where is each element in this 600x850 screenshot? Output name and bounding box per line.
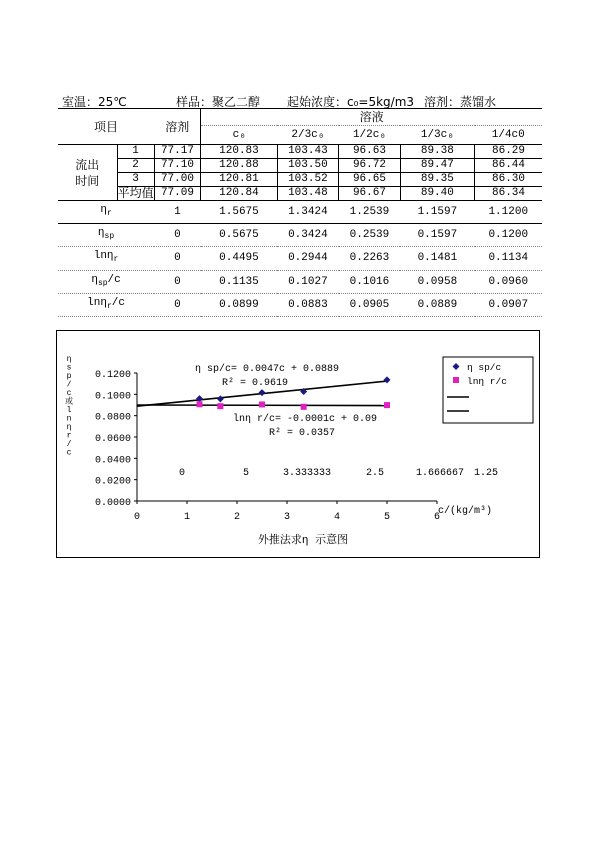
sample-label: 样品：聚乙二醇 — [176, 95, 261, 109]
derived-value: 0.0889 — [400, 293, 474, 316]
derived-value: 0.2539 — [339, 224, 401, 247]
derived-solvent: 1 — [154, 201, 201, 224]
derived-value: 0.3424 — [277, 224, 339, 247]
run-value: 96.67 — [339, 187, 401, 201]
header-row-1 — [58, 109, 542, 126]
derived-label — [58, 201, 154, 224]
derived-row-eta-sp — [58, 224, 542, 247]
derived-value: 0.2944 — [277, 247, 339, 270]
derived-value: 0.1481 — [400, 247, 474, 270]
derived-label-post: /c — [111, 296, 125, 309]
run-value: 89.35 — [400, 173, 474, 187]
derived-value: 1.2539 — [339, 201, 401, 224]
derived-solvent: 0 — [154, 293, 201, 316]
y-axis-title-char: / — [66, 440, 72, 449]
derived-value: 0.1597 — [400, 224, 474, 247]
data-point-ln-eta-r-c — [384, 402, 390, 408]
derived-label-sub: r — [106, 301, 112, 311]
y-tick-label: 0.1000 — [94, 391, 131, 403]
derived-value: 0.1016 — [339, 270, 401, 293]
derived-label — [58, 247, 154, 270]
x-tick-label: 3 — [283, 512, 291, 523]
run-row-2 — [58, 159, 542, 173]
derived-value: 0.0907 — [475, 293, 542, 316]
run-value: 86.30 — [475, 173, 542, 187]
chart-title: 外推法求η 示意图 — [257, 535, 349, 547]
y-axis-title-char: η — [66, 355, 72, 364]
derived-label-main: lnη — [93, 250, 114, 263]
equation-eta-sp-c: η sp/c= 0.0047c + 0.0889 — [195, 364, 340, 375]
solvent-header: 溶剂 — [154, 109, 201, 145]
derived-value: 0.5675 — [201, 224, 277, 247]
derived-value: 1.1597 — [400, 201, 474, 224]
initial-conc-label: 起始浓度：c₀=5kg/m3 — [287, 95, 415, 109]
x-axis-title: c/(kg/m³) — [437, 506, 493, 517]
derived-value: 0.2263 — [339, 247, 401, 270]
inline-data-label: 2.5 — [365, 468, 385, 479]
run-value: 96.65 — [339, 173, 401, 187]
inline-data-label: 3.333333 — [282, 468, 332, 479]
run-value: 89.38 — [400, 145, 474, 159]
run-value: 103.52 — [277, 173, 339, 187]
run-value: 96.63 — [339, 145, 401, 159]
conc-header-0: c₀ — [201, 126, 277, 145]
run-value: 103.43 — [277, 145, 339, 159]
conc-header-4: 1/4c0 — [475, 126, 542, 145]
y-axis-title-char: c — [66, 389, 72, 398]
legend-label-eta-sp-c: η sp/c — [467, 362, 502, 373]
inline-data-label: 0 — [178, 468, 186, 479]
run-label: 3 — [117, 173, 154, 187]
run-label: 2 — [117, 159, 154, 173]
y-tick-label: 0.0000 — [94, 498, 131, 509]
r2-ln-eta-r-c: R² = 0.0357 — [269, 428, 336, 439]
derived-label-sub: r — [113, 255, 119, 265]
derived-row-ln-eta-r-c — [58, 293, 542, 316]
inline-data-label: 1.25 — [473, 468, 499, 479]
derived-label-sub: sp — [97, 278, 108, 288]
y-axis-title-char: c — [66, 448, 72, 458]
run-value: 120.83 — [201, 145, 277, 159]
derived-value: 0.0883 — [277, 293, 339, 316]
y-tick-label: 0.0400 — [94, 455, 131, 467]
y-axis-title-char: η — [66, 423, 72, 432]
data-point-ln-eta-r-c — [301, 404, 307, 410]
derived-row-eta-sp-c — [58, 270, 542, 293]
derived-solvent: 0 — [154, 247, 201, 270]
data-point-eta-sp-c — [259, 389, 266, 396]
conc-header-1: 2/3c₀ — [277, 126, 339, 145]
derived-label-main: η — [97, 227, 105, 240]
run-value: 86.29 — [475, 145, 542, 159]
data-point-eta-sp-c — [196, 395, 203, 402]
run-value: 96.72 — [339, 159, 401, 173]
derived-label-post: /c — [107, 273, 121, 286]
x-tick-label: 5 — [383, 512, 391, 523]
derived-value: 0.0958 — [400, 270, 474, 293]
y-axis-title-char: r — [66, 431, 72, 441]
run-solvent: 77.17 — [154, 145, 201, 159]
data-point-ln-eta-r-c — [197, 401, 203, 407]
y-tick-label: 0.0600 — [94, 434, 131, 445]
data-point-eta-sp-c — [384, 376, 391, 383]
run-value: 86.34 — [475, 187, 542, 201]
run-value: 103.48 — [277, 187, 339, 201]
legend-label-ln-eta-r-c: lnη r/c — [467, 376, 507, 387]
derived-value: 0.0899 — [201, 293, 277, 316]
derived-label-sub: r — [106, 209, 112, 219]
run-row-1 — [58, 145, 542, 159]
extrapolation-chart — [56, 330, 540, 558]
y-axis-title-char: n — [66, 414, 72, 424]
y-axis-title-char: p — [66, 372, 72, 381]
derived-value: 0.4495 — [201, 247, 277, 270]
derived-label-main: lnη — [87, 296, 107, 309]
inline-data-label: 5 — [242, 468, 250, 479]
inline-data-label: 1.666667 — [415, 468, 465, 479]
derived-value: 0.0905 — [339, 293, 401, 316]
x-tick-label: 1 — [183, 512, 191, 523]
conc-header-3: 1/3c₀ — [400, 126, 474, 145]
data-point-eta-sp-c — [217, 395, 224, 402]
equation-ln-eta-r-c: lnη r/c= -0.0001c + 0.09 — [233, 414, 378, 425]
run-value: 86.44 — [475, 159, 542, 173]
room-temp-label: 室温：25℃ — [62, 95, 127, 109]
viscosity-table — [58, 108, 542, 317]
derived-value: 1.3424 — [277, 201, 339, 224]
run-row-3 — [58, 173, 542, 187]
legend-marker-ln-eta-r-c — [453, 377, 459, 383]
y-axis-title-char: / — [66, 380, 72, 390]
derived-label — [58, 224, 154, 247]
y-axis-title-char: s — [66, 363, 72, 373]
derived-value: 0.1134 — [475, 247, 542, 270]
derived-row-eta-r — [58, 201, 542, 224]
run-value: 89.47 — [400, 159, 474, 173]
run-value: 103.50 — [277, 159, 339, 173]
derived-solvent: 0 — [154, 224, 201, 247]
run-value: 120.81 — [201, 173, 277, 187]
data-point-ln-eta-r-c — [217, 403, 223, 409]
run-value: 120.84 — [201, 187, 277, 201]
solvent-label: 溶剂：蒸馏水 — [424, 95, 497, 109]
derived-label-main: η — [100, 204, 107, 216]
derived-label — [58, 293, 154, 316]
derived-value: 0.0960 — [475, 270, 542, 293]
derived-label-sub: sp — [104, 232, 115, 242]
y-tick-label: 0.0800 — [94, 412, 131, 424]
item-header: 项目 — [58, 109, 154, 145]
derived-value: 0.1135 — [201, 270, 277, 293]
conc-header-2: 1/2c₀ — [339, 126, 401, 145]
run-solvent: 77.09 — [154, 187, 201, 201]
run-label: 1 — [117, 145, 154, 159]
derived-solvent: 0 — [154, 270, 201, 293]
x-tick-label: 0 — [133, 512, 141, 523]
derived-value: 1.5675 — [201, 201, 277, 224]
x-tick-label: 6 — [433, 512, 441, 523]
run-solvent: 77.00 — [154, 173, 201, 187]
x-tick-label: 2 — [233, 512, 241, 523]
chart-canvas — [57, 331, 539, 557]
derived-label-main: η — [91, 273, 98, 286]
solution-header: 溶液 — [201, 109, 542, 126]
run-solvent: 77.10 — [154, 159, 201, 173]
run-label: 平均值 — [117, 186, 154, 200]
derived-label — [58, 270, 154, 293]
run-value: 89.40 — [400, 187, 474, 201]
y-tick-label: 0.0200 — [94, 476, 131, 488]
run-row-avg — [58, 187, 542, 201]
x-tick-label: 4 — [333, 512, 341, 523]
derived-row-ln-eta-r — [58, 247, 542, 270]
derived-value: 0.1200 — [475, 224, 542, 247]
data-point-ln-eta-r-c — [259, 401, 265, 407]
run-value: 120.88 — [201, 159, 277, 173]
r2-eta-sp-c: R² = 0.9619 — [222, 378, 289, 389]
derived-value: 1.1200 — [475, 201, 542, 224]
y-axis-title-char: 或 — [65, 397, 73, 407]
y-axis-title-char: l — [66, 406, 72, 415]
derived-value: 0.1027 — [277, 270, 339, 293]
y-tick-label: 0.1200 — [94, 370, 131, 381]
flow-time-label: 流出 时间 — [58, 145, 117, 201]
